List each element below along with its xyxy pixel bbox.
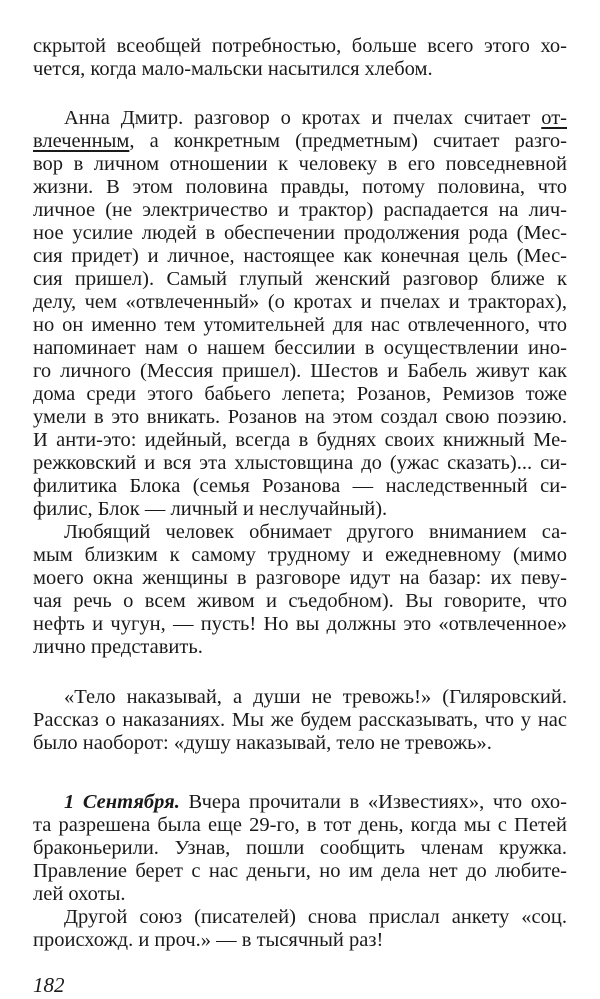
page-number: 182 xyxy=(33,973,65,997)
text-line: чая речь о всем живом и съедобном). Вы говорите, что xyxy=(33,590,567,612)
text-span: Анна Дмитр. разговор о кротах и пчелах считает xyxy=(64,107,542,129)
text-line: Любящий человек обнимает другого вниманием са- xyxy=(64,521,567,543)
text-line xyxy=(33,130,567,153)
text-line: Другой союз (писателей) снова прислал анкету «соц. xyxy=(64,906,567,928)
text-line: делу, чем «отвлеченный» (о кротах и пчелах и тракторах), xyxy=(33,291,567,313)
text-line: чется, когда мало-мальски насытился хлебом. xyxy=(33,58,433,80)
text-line: лей охоты. xyxy=(33,883,126,905)
text-line: сия придет) и личное, настоящее как конечная цель (Мес- xyxy=(33,245,567,267)
text-line: жизни. В этом половина правды, потому половина, что xyxy=(33,176,567,198)
entry-date: 1 Сентября. xyxy=(64,791,180,813)
text-line: Правление берет с нас деньги, но им дела нет до любите- xyxy=(33,860,567,882)
text-line: умели в это вникать. Розанов на этом создал свою поэзию. xyxy=(33,406,567,428)
text-line xyxy=(64,107,567,130)
text-line: сия пришел). Самый глупый женский разговор ближе к xyxy=(33,268,567,290)
text-line: дома среди этого бабьего лепета; Розанов, Ремизов тоже xyxy=(33,383,567,405)
text-line: происхожд. и проч.» — в тысячный раз! xyxy=(33,929,384,951)
text-span: Вчера прочитали в «Известиях», что охо- xyxy=(179,791,567,813)
text-line: мым близким к самому трудному и ежедневному (мимо xyxy=(33,544,567,566)
text-line xyxy=(64,791,567,814)
text-line: филитика Блока (семья Розанова — наследственный си- xyxy=(33,475,567,497)
underlined-word: влеченным xyxy=(33,130,130,152)
text-line: личное (не электричество и трактор) распадается на лич- xyxy=(33,199,567,221)
text-line: филис, Блок — личный и неслучайный). xyxy=(33,498,388,520)
text-line: ное усилие людей в обеспечении продолжения рода (Мес- xyxy=(33,222,567,244)
underlined-word: от- xyxy=(541,107,567,129)
text-line: было наоборот: «душу наказывай, тело не тревожь». xyxy=(33,732,492,754)
text-line: моего окна женщины в разговоре идут на базар: их певу- xyxy=(33,567,567,589)
text-line: лично представить. xyxy=(33,636,203,658)
text-span: , а конкретным (предметным) считает разго- xyxy=(129,130,567,152)
text-line: скрытой всеобщей потребностью, больше всего этого хо- xyxy=(33,35,567,57)
text-line: Рассказ о наказаниях. Мы же будем рассказывать, что у нас xyxy=(33,709,567,731)
text-line: И анти-это: идейный, всегда в буднях своих книжный Ме- xyxy=(33,429,567,451)
text-line: нефть и чугун, — пусть! Но вы должны это «отвлеченное» xyxy=(33,613,567,635)
text-line: «Тело наказывай, а души не тревожь!» (Гиляровский. xyxy=(64,686,567,708)
text-line: режковский и вся эта хлыстовщина до (ужас сказать)... си- xyxy=(33,452,567,474)
text-line: вор в личном отношении к человеку в его повседневной xyxy=(33,153,567,175)
text-line: го личного (Мессия пришел). Шестов и Бабель живут как xyxy=(33,360,567,382)
text-line: напоминает нам о нашем бессилии в осуществлении ино- xyxy=(33,337,567,359)
text-line: та разрешена была еще 29-го, в тот день, когда мы с Петей xyxy=(33,814,567,836)
text-line: но он именно тем утомительней для нас отвлеченного, что xyxy=(33,314,567,336)
text-line: браконьерили. Узнав, пошли сообщить членам кружка. xyxy=(33,837,567,859)
